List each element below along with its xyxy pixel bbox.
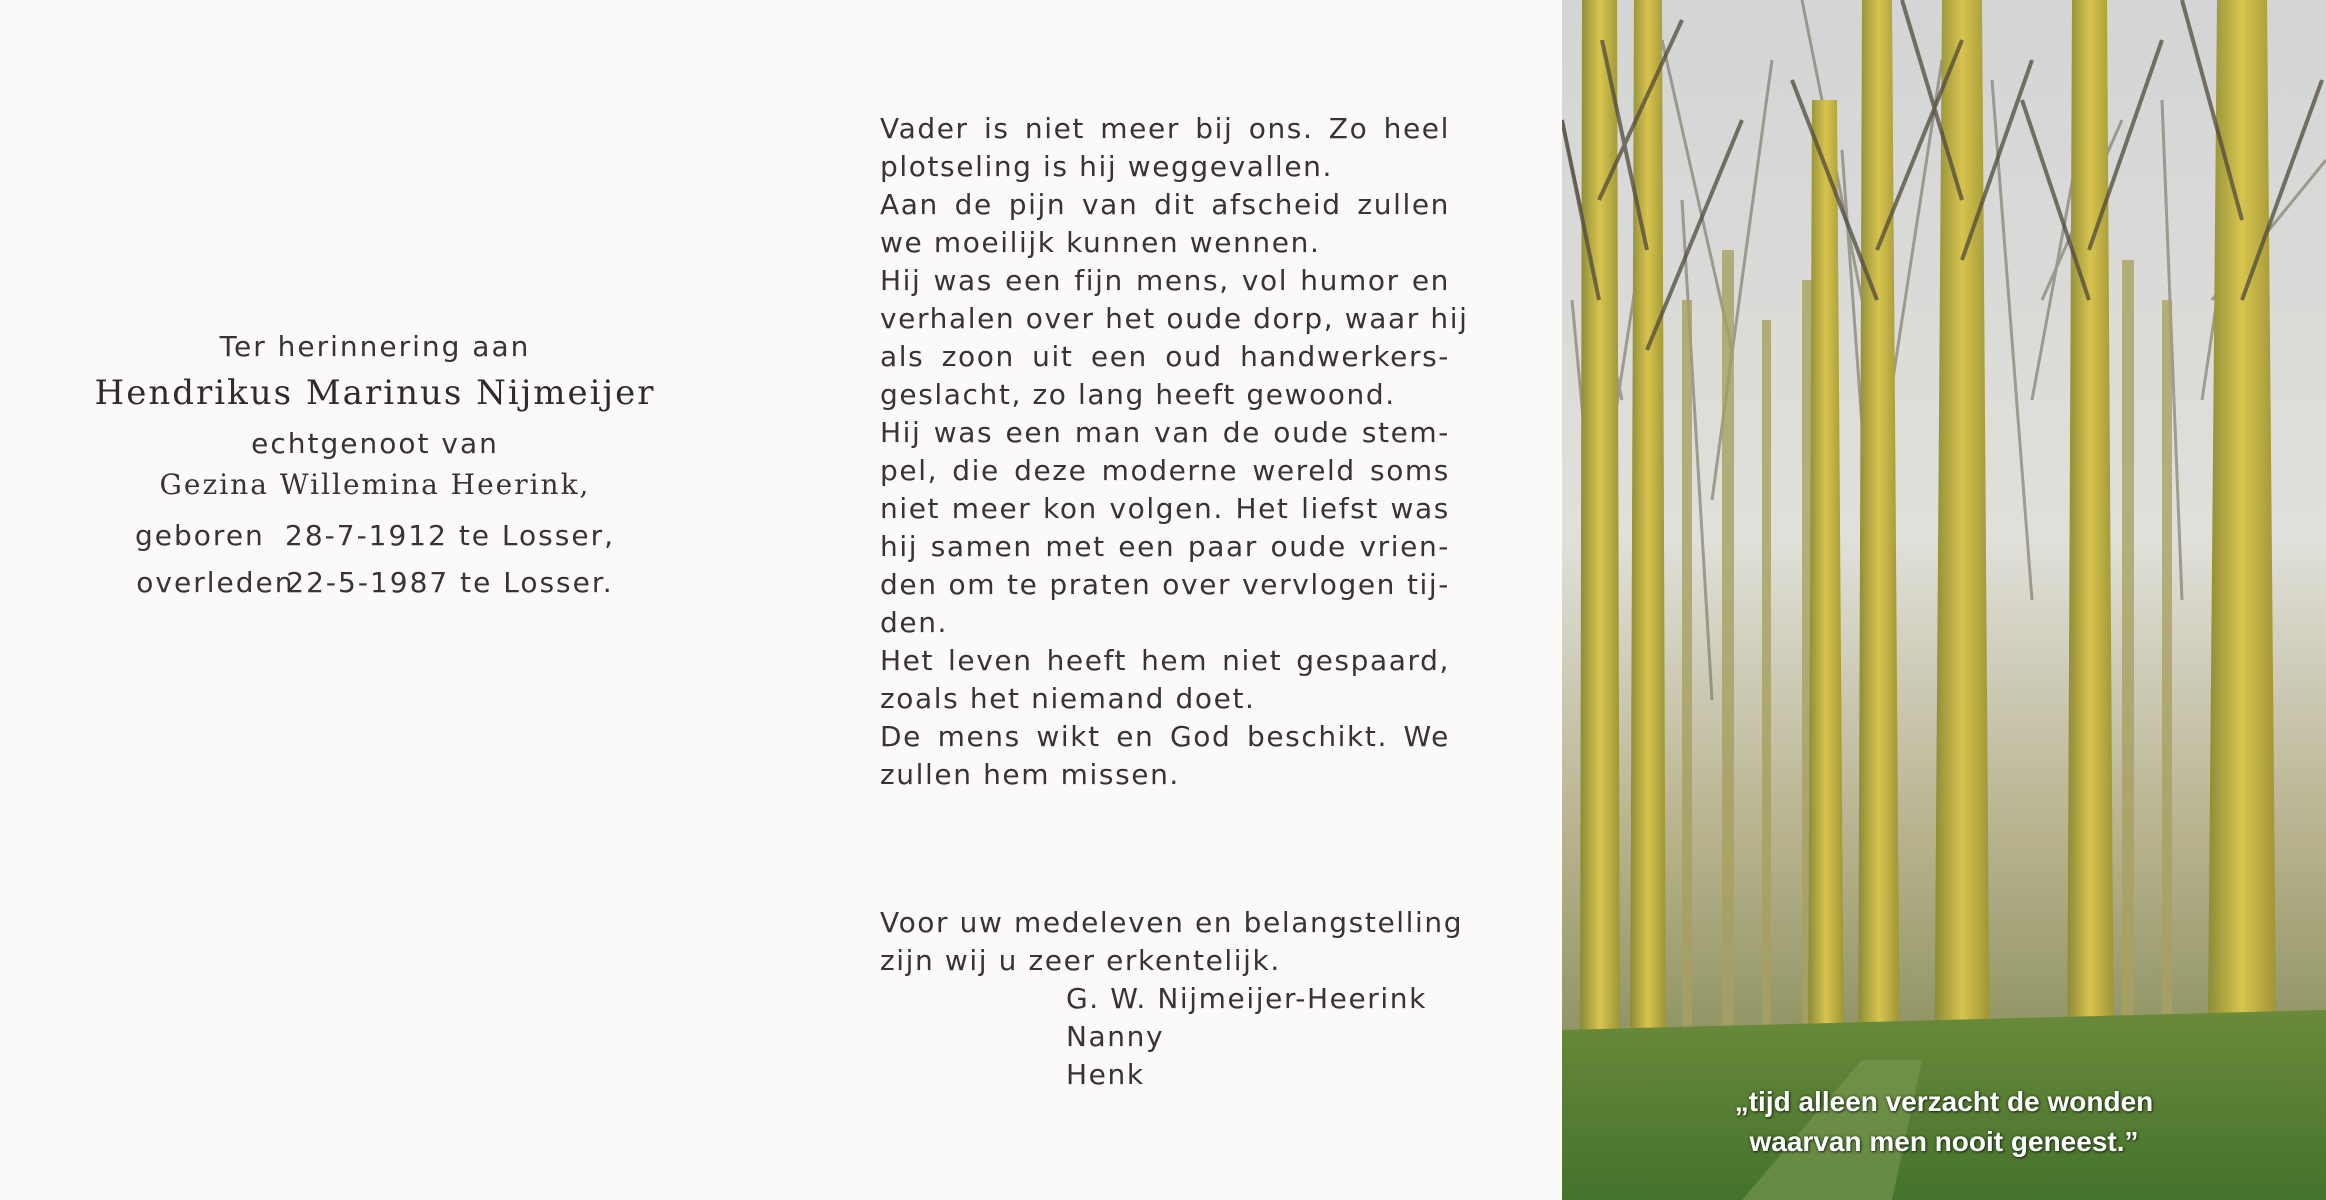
text-line: hij samen met een paar oude vrien- (880, 530, 1450, 563)
text-line: verhalen over het oude dorp, waar hij (880, 302, 1469, 335)
text-line: als zoon uit een oud handwerkers- (880, 340, 1450, 373)
born-label: geboren (135, 519, 265, 552)
deceased-name: Hendrikus Marinus Nijmeijer (94, 373, 656, 413)
text-line: we moeilijk kunnen wennen. (880, 226, 1321, 259)
quote-line: waarvan men nooit geneest.” (1749, 1126, 2139, 1157)
died-label: overleden (136, 566, 295, 599)
died-value: 22-5-1987 te Losser. (286, 566, 614, 599)
quote-line: „tijd alleen verzacht de wonden (1734, 1086, 2154, 1117)
spouse-name: Gezina Willemina Heerink, (159, 468, 591, 501)
text-line: den om te praten over vervlogen tij- (880, 568, 1450, 601)
text-line: pel, die deze moderne wereld soms (880, 454, 1450, 487)
text-line: Hij was een fijn mens, vol humor en (880, 264, 1450, 297)
text-line: geslacht, zo lang heeft gewoond. (880, 378, 1396, 411)
thanks-line: Voor uw medeleven en belangstelling (880, 906, 1464, 939)
tree-illustration (1562, 0, 2326, 1200)
text-line: Aan de pijn van dit afscheid zullen (880, 188, 1450, 221)
text-line: zullen hem missen. (880, 758, 1180, 791)
signature-line: G. W. Nijmeijer-Heerink (1066, 982, 1427, 1015)
text-line: plotseling is hij weggevallen. (880, 150, 1333, 183)
text-line: zoals het niemand doet. (880, 682, 1256, 715)
thanks-block (880, 904, 1464, 1094)
signature-line: Henk (1066, 1058, 1145, 1091)
photo-quote (1562, 1082, 2326, 1162)
text-line: den. (880, 606, 949, 639)
spouse-label: echtgenoot van (251, 427, 499, 460)
thanks-line: zijn wij u zeer erkentelijk. (880, 944, 1281, 977)
intro-text: Ter herinnering aan (219, 330, 531, 363)
birth-line (50, 519, 700, 552)
poem-text (880, 110, 1469, 1094)
text-line: Hij was een man van de oude stem- (880, 416, 1450, 449)
signature-line: Nanny (1066, 1020, 1165, 1053)
tree-lane-photo (1562, 0, 2326, 1200)
death-line (50, 566, 700, 599)
text-line: niet meer kon volgen. Het liefst was (880, 492, 1450, 525)
born-value: 28-7-1912 te Losser, (285, 519, 615, 552)
memorial-block (50, 330, 700, 613)
text-line: De mens wikt en God beschikt. We (880, 720, 1450, 753)
text-line: Vader is niet meer bij ons. Zo heel (880, 112, 1450, 145)
text-line: Het leven heeft hem niet gespaard, (880, 644, 1450, 677)
